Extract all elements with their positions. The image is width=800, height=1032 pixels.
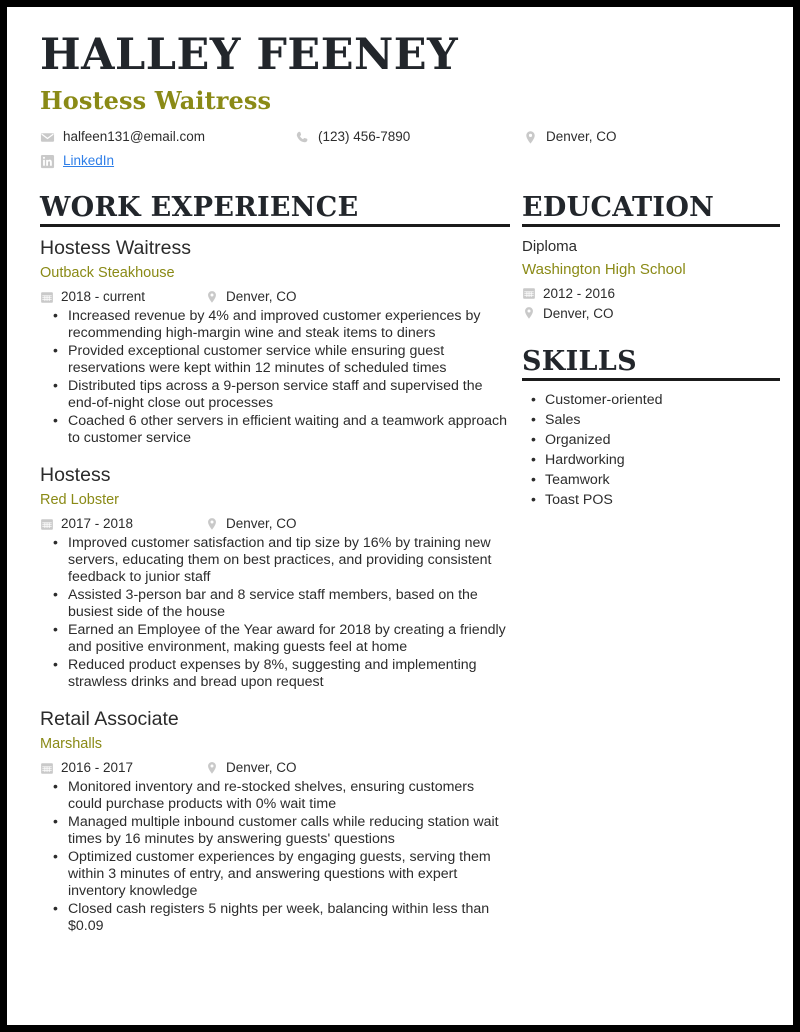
list-item: • Hardworking [522,450,780,470]
map-pin-icon [205,290,219,304]
contact-linkedin[interactable] [40,152,295,170]
list-item: • Organized [522,430,780,450]
education-location [522,305,780,322]
work-entry-meta [40,515,510,532]
map-pin-icon [205,761,219,775]
work-entry-location [205,515,297,532]
skills-list [522,390,780,510]
linkedin-icon [40,154,55,169]
list-item: • Toast POS [522,490,780,510]
map-pin-icon [523,130,538,145]
calendar-icon [522,286,536,300]
work-entry-location-text: Denver, CO [226,289,297,305]
page-title: HALLEY FEENEY [40,30,459,80]
work-entry-bullets [40,308,510,447]
sidebar-column [522,193,780,936]
section-title-skills: SKILLS [522,345,637,377]
work-entry-bullets [40,779,510,935]
list-item: • Distributed tips across a 9-person service staff and supervised the end-of-night close out processes [40,378,510,412]
work-entry-location-text: Denver, CO [226,516,297,532]
contact-email[interactable] [40,128,295,146]
list-item: • Sales [522,410,780,430]
section-divider-education [522,224,780,227]
work-entry-title: Hostess Waitress [40,237,191,260]
education-dates-text: 2012 - 2016 [543,285,616,301]
work-entry [40,236,510,447]
work-experience-column [40,193,510,936]
section-title-education: EDUCATION [522,192,715,224]
resume-page [7,7,793,1025]
contact-info [40,128,767,170]
work-entry-location [205,288,297,305]
calendar-icon [40,761,54,775]
envelope-icon [40,130,55,145]
list-item: • Teamwork [522,470,780,490]
section-divider-work-experience [40,224,510,227]
work-entry-dates [40,288,205,305]
education-location-text: Denver, CO [543,305,614,321]
sidebar-spacer [522,325,780,347]
education-dates [522,285,780,302]
work-entry-bullets [40,535,510,691]
work-entry-location-text: Denver, CO [226,760,297,776]
education-degree: Diploma [522,238,578,256]
contact-row-primary [40,128,767,146]
skills-section [522,347,780,510]
resume-header [40,30,767,170]
section-divider-skills [522,378,780,381]
education-section [522,193,780,322]
work-entry-title: Hostess [40,464,111,487]
calendar-icon [40,517,54,531]
contact-row-secondary [40,152,767,170]
list-item: • Coached 6 other servers in efficient waiting and a teamwork approach to customer service [40,413,510,447]
work-entry [40,707,510,935]
work-entry-organization: Outback Steakhouse [40,264,175,281]
education-meta [522,285,780,322]
contact-phone[interactable] [295,128,523,146]
work-entry-title: Retail Associate [40,708,179,731]
contact-location-text: Denver, CO [546,129,617,145]
work-entry-dates-text: 2018 - current [61,289,146,305]
calendar-icon [40,290,54,304]
work-entry-dates-text: 2016 - 2017 [61,760,134,776]
list-item: • Customer-oriented [522,390,780,410]
map-pin-icon [522,306,536,320]
contact-email-text: halfeen131@email.com [63,129,206,145]
list-item: • Assisted 3-person bar and 8 service staff members, based on the busiest side of the house [40,587,510,621]
work-entry-meta [40,759,510,776]
list-item: • Improved customer satisfaction and tip size by 16% by training new servers, educating them on best practices, and providing consistent feedback to junior staff [40,535,510,586]
list-item: • Managed multiple inbound customer calls while reducing station wait times by 16 minutes by answering guests' questions [40,814,510,848]
header-job-title: Hostess Waitress [40,86,272,116]
list-item: • Provided exceptional customer service while ensuring guest reservations were kept within 12 minutes of scheduled times [40,343,510,377]
work-entry-dates [40,759,205,776]
map-pin-icon [205,517,219,531]
work-entry [40,463,510,691]
list-item: • Closed cash registers 5 nights per week, balancing within less than $0.09 [40,901,510,935]
list-item: • Reduced product expenses by 8%, suggesting and implementing strawless drinks and bread upon request [40,657,510,691]
contact-phone-text: (123) 456-7890 [318,129,411,145]
work-entry-dates-text: 2017 - 2018 [61,516,134,532]
contact-location [523,128,617,146]
work-entry-organization: Marshalls [40,735,103,752]
list-item: • Increased revenue by 4% and improved customer experiences by recommending high-margin wine and steak items to diners [40,308,510,342]
resume-body [40,193,767,936]
list-item: • Optimized customer experiences by engaging guests, serving them within 3 minutes of entry, and answering questions with expert inventory knowledge [40,849,510,900]
work-entry-organization: Red Lobster [40,491,119,508]
list-item: • Earned an Employee of the Year award for 2018 by creating a friendly and positive environment, making guests feel at home [40,622,510,656]
work-entry-dates [40,515,205,532]
column-gap [510,193,522,936]
list-item: • Monitored inventory and re-stocked shelves, ensuring customers could purchase products with 0% wait time [40,779,510,813]
work-entry-meta [40,288,510,305]
work-entry-location [205,759,297,776]
section-title-work-experience: WORK EXPERIENCE [40,192,359,224]
contact-linkedin-link[interactable]: LinkedIn [63,153,115,169]
education-school: Washington High School [522,261,686,279]
phone-icon [295,130,310,145]
